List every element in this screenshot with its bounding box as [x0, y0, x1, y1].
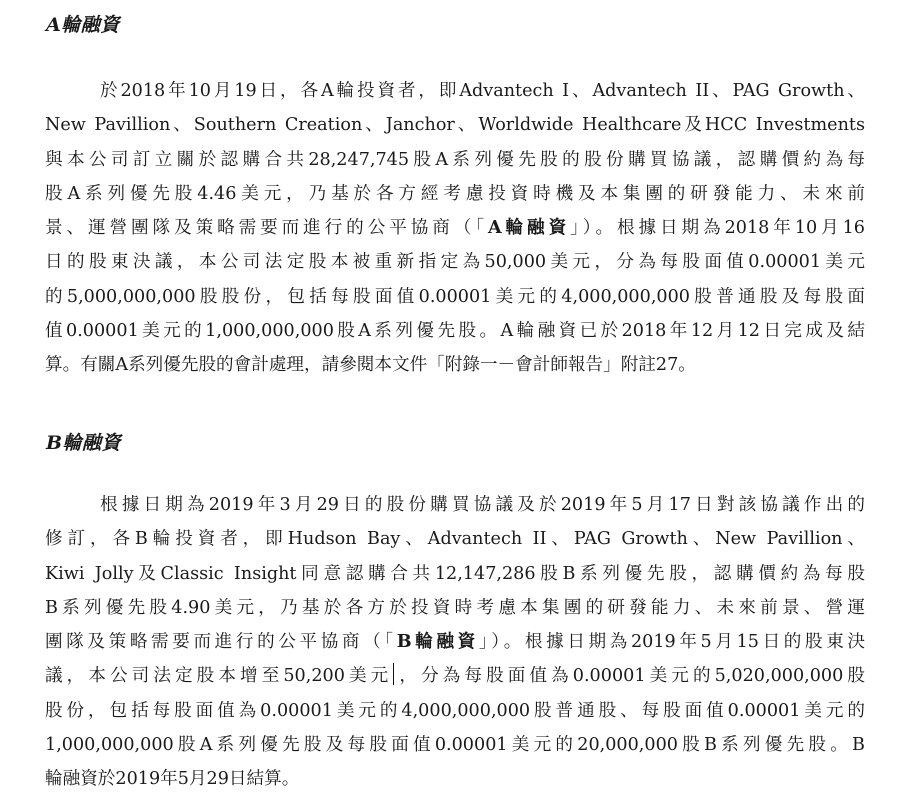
- paragraph-line: 的5,000,000,000股股份，包括每股面值0.00001美元的4,000,000,000股普通股及每股面: [45, 286, 865, 307]
- line-text: 景、運營團隊及策略需要而進行的公平協商（「: [45, 218, 488, 239]
- line-text: ，分為每股面值為0.00001美元的5,020,000,000股: [395, 666, 865, 687]
- paragraph-line: 股A系列優先股4.46美元，乃基於各方經考慮投資時機及本集團的研發能力、未來前: [45, 183, 865, 204]
- paragraph-line: B系列優先股4.90美元，乃基於各方於投資時考慮本集團的研發能力、未來前景、營運: [45, 597, 865, 618]
- paragraph-line: 於2018年10月19日，各A輪投資者，即Advantech I、Advantech II、PAG Growth、: [100, 81, 865, 101]
- paragraph-line: [45, 625, 865, 659]
- paragraph-line: Kiwi Jolly及Classic Insight同意認購合共12,147,286股B系列優先股，認購價約為每股: [45, 563, 865, 584]
- line-text: 」）。根據日期為2018年10月16: [570, 218, 865, 239]
- paragraph-line: 根據日期為2019年3月29日的股份購買協議及於2019年5月17日對該協議作出的: [100, 495, 865, 515]
- paragraph-line: 算。有關A系列優先股的會計處理，請參閱本文件「附錄一－會計師報告」附註27。: [45, 355, 696, 376]
- line-text: 」）。根據日期為2019年5月15日的股東決: [478, 632, 866, 653]
- paragraph-line: New Pavillion、Southern Creation、Janchor、Worldwide Healthcare及HCC Investments: [45, 115, 865, 136]
- paragraph-line: 值0.00001美元的1,000,000,000股A系列優先股。A輪融資已於2018年12月12日完成及結: [45, 321, 865, 342]
- paragraph-line: 修訂，各B輪投資者，即Hudson Bay、Advantech II、PAG Growth、New Pavillion、: [45, 529, 865, 550]
- paragraph-line: [45, 659, 865, 693]
- paragraph-line: 1,000,000,000股A系列優先股及每股面值0.00001美元的20,000,000股B系列優先股。B: [45, 735, 865, 756]
- section-a-heading: A輪融資: [46, 14, 120, 36]
- section-b-heading: B輪融資: [46, 432, 122, 454]
- paragraph-line: 與本公司訂立關於認購合共28,247,745股A系列優先股的股份購買協議，認購價約為每: [45, 149, 865, 170]
- section-b-paragraph: [45, 488, 865, 797]
- defined-term: A輪融資: [487, 217, 571, 239]
- line-text: 議，本公司法定股本增至50,200美元: [45, 666, 393, 687]
- defined-term: B輪融資: [396, 631, 479, 653]
- paragraph-line: 輪融資於2019年5月29日結算。: [45, 769, 300, 790]
- line-text: 團隊及策略需要而進行的公平協商（「: [45, 632, 397, 653]
- paragraph-line: [45, 211, 865, 245]
- paragraph-line: 股份，包括每股面值為0.00001美元的4,000,000,000股普通股、每股面值0.00001美元的: [45, 700, 865, 721]
- section-a-paragraph: [45, 74, 865, 383]
- paragraph-line: 日的股東決議，本公司法定股本被重新指定為50,000美元，分為每股面值0.00001美元: [45, 252, 865, 273]
